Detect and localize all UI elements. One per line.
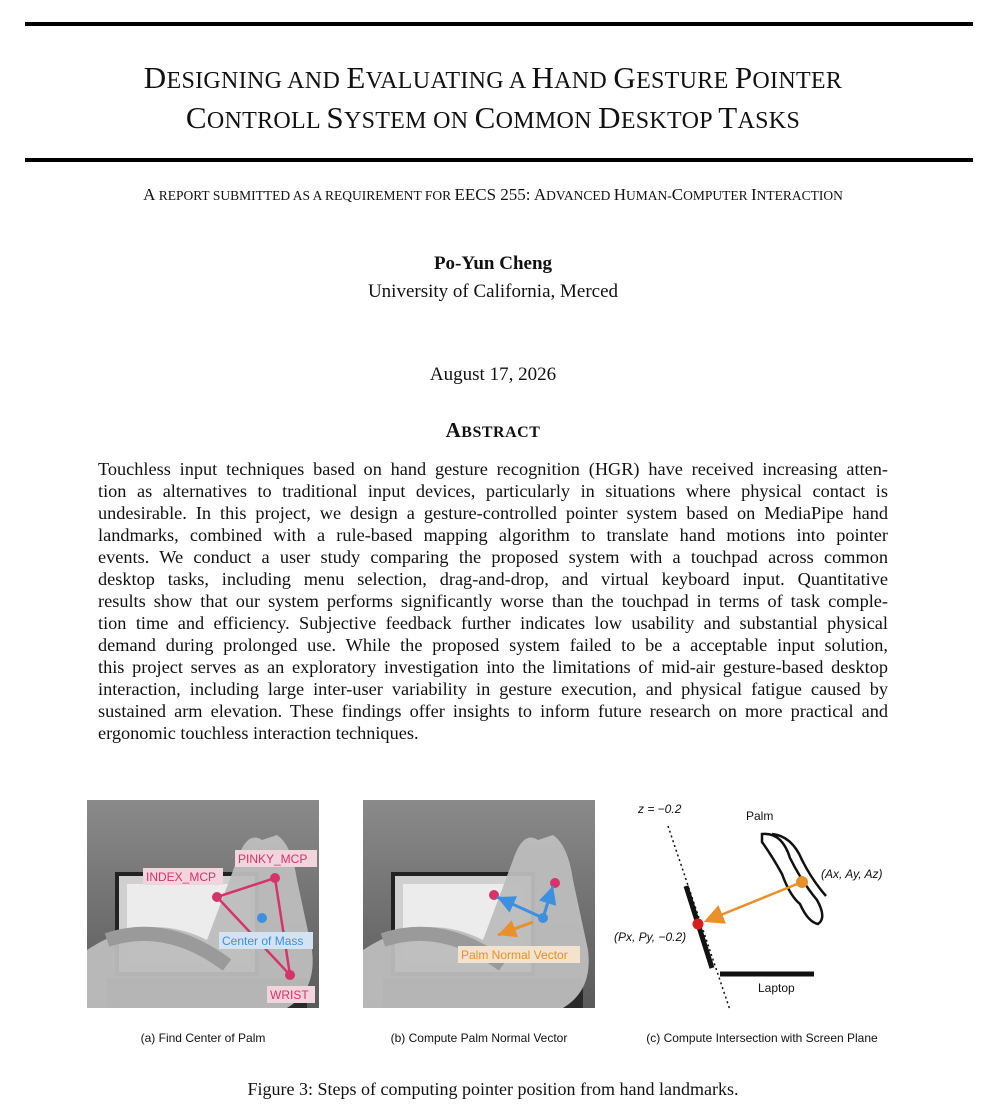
figure-panel-a — [87, 800, 319, 1008]
abstract-body — [98, 458, 888, 744]
label-pinky-mcp: PINKY_MCP — [238, 852, 308, 866]
abstract-line: sustained arm elevation. These findings offer insights to inform future research on more practical and — [98, 701, 888, 721]
center-point — [538, 913, 548, 923]
title-rule-bottom — [25, 158, 973, 162]
intersection-point — [693, 919, 704, 930]
abstract-line: desktop tasks, including menu selection, drag-and-drop, and virtual keyboard input. Quantitative — [98, 569, 888, 589]
abstract-line: events. We conduct a user study comparing the proposed system with a touchpad across common — [98, 547, 888, 567]
label-index-mcp: INDEX_MCP — [146, 870, 217, 884]
report-subtitle: A REPORT SUBMITTED AS A REQUIREMENT FOR EECS 255: ADVANCED HUMAN-COMPUTER INTERACTION — [143, 185, 843, 204]
title-word: GESTURE — [613, 60, 735, 95]
pinky-mcp-point — [270, 873, 280, 883]
abstract-line: landmarks, combined with a rule-based mapping algorithm to translate hand motions into pointer — [98, 525, 888, 545]
title-word: DESKTOP — [598, 100, 719, 135]
plane-label: z = −0.2 — [638, 802, 682, 816]
title-word: COMMON — [474, 100, 599, 135]
projection-arrow — [706, 882, 802, 921]
palm-label: Palm — [746, 809, 774, 823]
label-wrist: WRIST — [270, 988, 309, 1002]
figure-caption: Figure 3: Steps of computing pointer position from hand landmarks. — [247, 1079, 739, 1099]
title-word: CONTROLL — [185, 100, 327, 135]
abstract-line: undesirable. In this project, we design a gesture-controlled pointer system based on MediaPipe hand — [98, 503, 888, 523]
subcaption-b: (b) Compute Palm Normal Vector — [390, 1031, 568, 1045]
abstract-line: interaction, including large inter-user variability in gesture execution, and physical fatigue caused by — [98, 679, 888, 699]
label-palm-normal: Palm Normal Vector — [461, 948, 568, 962]
wrist-point — [285, 970, 295, 980]
a-point-label: (Ax, Ay, Az) — [821, 867, 883, 881]
subcaption-a: (a) Find Center of Palm — [140, 1031, 266, 1045]
title-word: EVALUATING A — [346, 60, 532, 95]
abstract-line: ergonomic touchless interaction techniques. — [98, 723, 419, 743]
title-word: DESIGNING AND — [143, 60, 347, 95]
paper-title-line-2 — [0, 100, 986, 136]
abstract-line: Touchless input techniques based on hand gesture recognition (HGR) have received increasing atten- — [98, 459, 888, 479]
label-center-of-mass: Center of Mass — [222, 934, 304, 948]
subcaption-c: (c) Compute Intersection with Screen Plane — [646, 1031, 878, 1045]
laptop-label: Laptop — [758, 981, 795, 995]
center-of-mass-point — [257, 913, 267, 923]
title-word: POINTER — [734, 60, 843, 95]
index-mcp-point — [212, 892, 222, 902]
abstract-line: this project serves as an exploratory investigation into the limitations of mid-air gesture-based desktop — [98, 657, 888, 677]
author-affiliation: University of California, Merced — [367, 281, 619, 302]
abstract-line: demand during prolonged use. While the proposed system failed to be a acceptable input solution, — [98, 635, 888, 655]
report-date: August 17, 2026 — [429, 364, 557, 385]
author-name: Po-Yun Cheng — [433, 253, 553, 274]
figure-panel-b — [363, 800, 595, 1008]
abstract-line: tion as alternatives to traditional input devices, particularly in situations where physical contact is — [98, 481, 888, 501]
title-word: TASKS — [718, 100, 801, 135]
figure-panel-c — [612, 798, 912, 1013]
abstract-line: results show that our system performs significantly worse than the touchpad in terms of task comple- — [98, 591, 888, 611]
abstract-heading: ABSTRACT — [445, 418, 541, 442]
p-point-label: (Px, Py, −0.2) — [614, 930, 687, 944]
paper-title-line-1 — [0, 60, 986, 96]
title-rule-top — [25, 22, 973, 26]
abstract-line: tion time and efficiency. Subjective feedback further indicates low usability and substantial physical — [98, 613, 888, 633]
screen-plane-line — [668, 826, 730, 1010]
palm-center-point — [796, 876, 808, 888]
title-word: HAND — [531, 60, 614, 95]
title-word: SYSTEM ON — [326, 100, 475, 135]
